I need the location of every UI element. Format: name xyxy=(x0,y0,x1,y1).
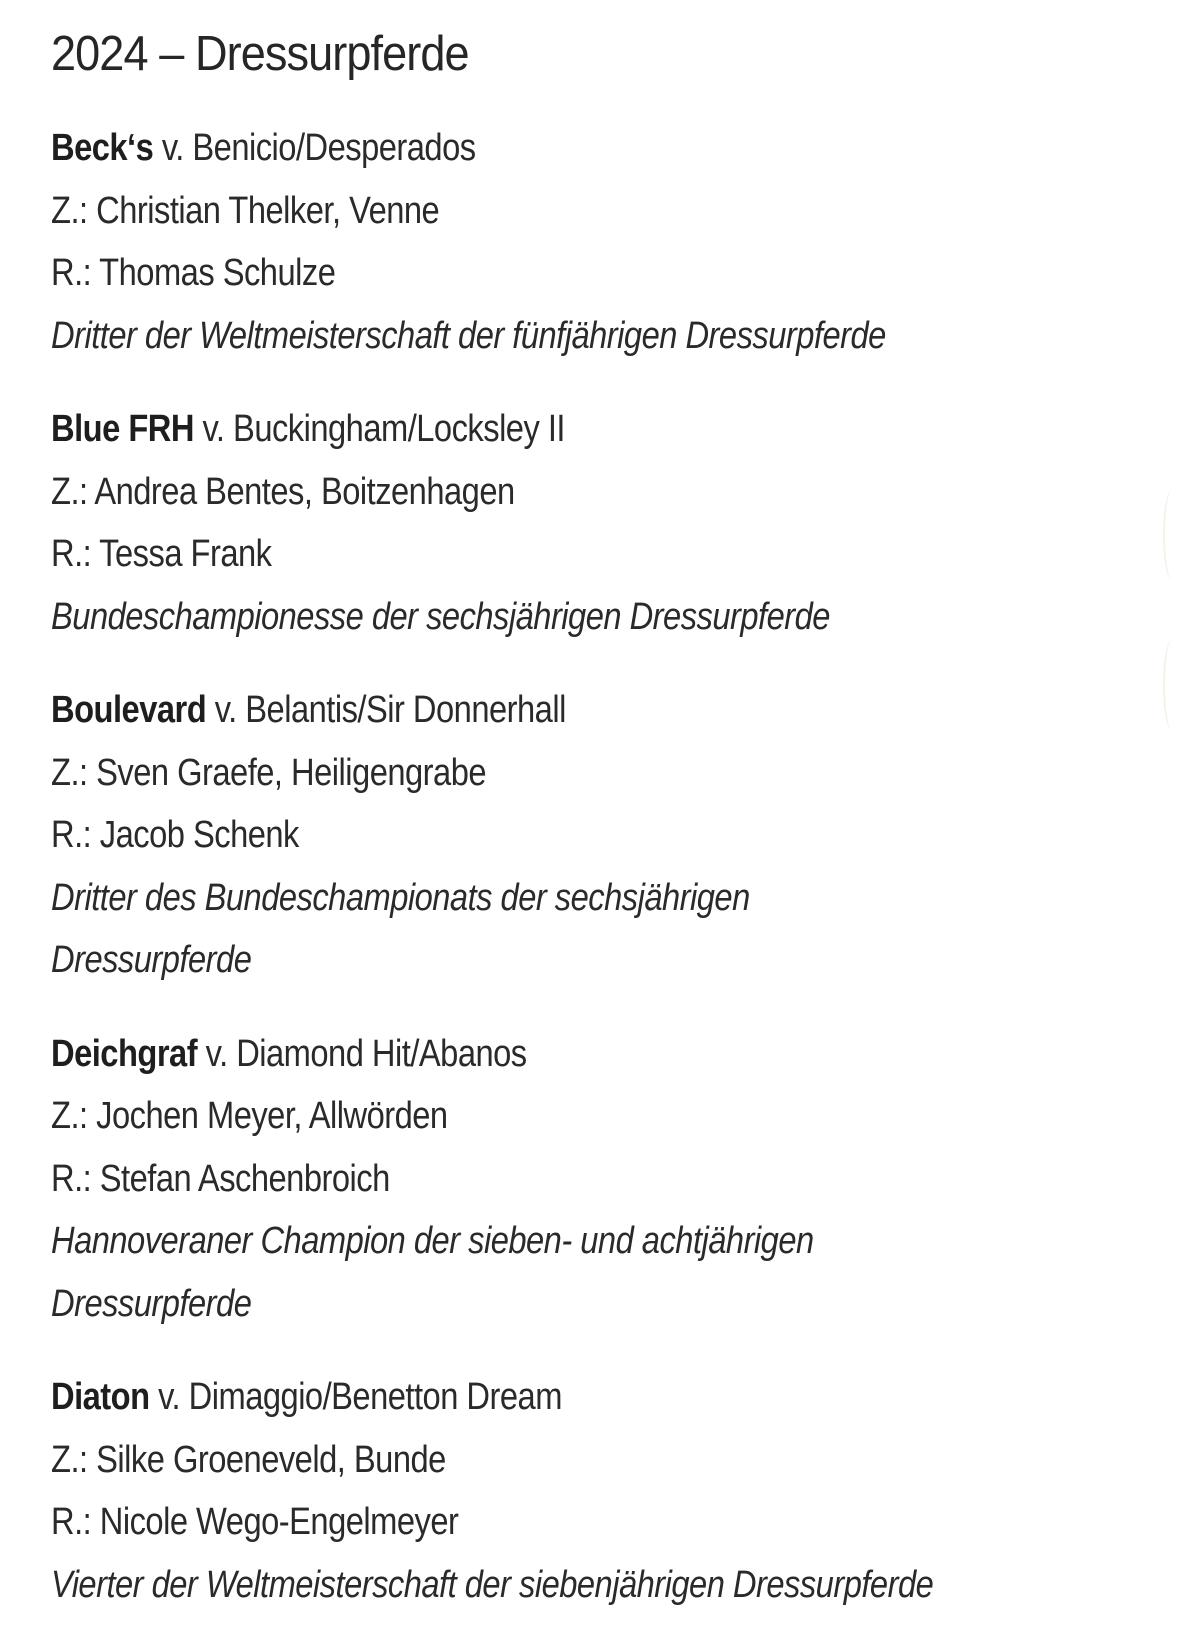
horse-pedigree: v. Benicio/Desperados xyxy=(161,127,476,169)
horse-rider: R.: Tessa Frank xyxy=(51,533,272,575)
horse-breeder: Z.: Christian Thelker, Venne xyxy=(51,189,440,232)
horse-rider: R.: Jacob Schenk xyxy=(51,814,299,856)
horse-result: Dritter des Bundeschampionats der sechsjährigen Dressurpferde xyxy=(51,876,750,981)
horse-result: Vierter der Weltmeisterschaft der siebenjährigen Dressurpferde xyxy=(51,1563,934,1606)
edge-decoration xyxy=(1163,640,1179,730)
horse-breeder: Z.: Sven Graefe, Heiligengrabe xyxy=(51,751,487,794)
horse-name: Diaton xyxy=(51,1376,150,1418)
horse-pedigree: v. Belantis/Sir Donnerhall xyxy=(214,689,566,731)
horse-result: Dritter der Weltmeisterschaft der fünfjährigen Dressurpferde xyxy=(51,314,886,357)
horse-rider: R.: Stefan Aschenbroich xyxy=(51,1157,390,1200)
horse-name: Boulevard xyxy=(51,689,207,731)
horse-heading xyxy=(51,1366,1006,1429)
edge-decoration xyxy=(1163,490,1179,580)
horse-heading xyxy=(51,1023,1006,1086)
horse-rider: R.: Thomas Schulze xyxy=(51,252,336,294)
horse-result: Hannoveraner Champion der sieben- und achtjährigen Dressurpferde xyxy=(51,1220,814,1325)
horse-pedigree: v. Diamond Hit/Abanos xyxy=(205,1032,527,1075)
horse-breeder: Z.: Silke Groeneveld, Bunde xyxy=(51,1438,446,1481)
horse-result: Bundeschampionesse der sechsjährigen Dressurpferde xyxy=(51,595,830,638)
horse-breeder: Z.: Jochen Meyer, Allwörden xyxy=(51,1095,448,1137)
horse-breeder: Z.: Andrea Bentes, Boitzenhagen xyxy=(51,470,515,513)
horse-entry xyxy=(51,1366,1161,1616)
horse-heading xyxy=(51,117,1006,180)
horse-entry xyxy=(51,117,1161,367)
horse-name: Blue FRH xyxy=(51,408,194,450)
horse-pedigree: v. Buckingham/Locksley II xyxy=(202,408,565,450)
horse-name: Beck‘s xyxy=(51,127,154,169)
horse-pedigree: v. Dimaggio/Benetton Dream xyxy=(158,1376,562,1418)
horse-heading xyxy=(51,679,1006,742)
horse-list xyxy=(51,117,1161,1647)
horse-entry xyxy=(51,398,1161,648)
horse-rider: R.: Nicole Wego-Engelmeyer xyxy=(51,1501,459,1543)
horse-entry xyxy=(51,1023,1161,1336)
horse-name: Deichgraf xyxy=(51,1032,198,1075)
page-title: 2024 – Dressurpferde xyxy=(51,27,469,81)
horse-heading xyxy=(51,398,1006,461)
horse-entry xyxy=(51,679,1161,992)
